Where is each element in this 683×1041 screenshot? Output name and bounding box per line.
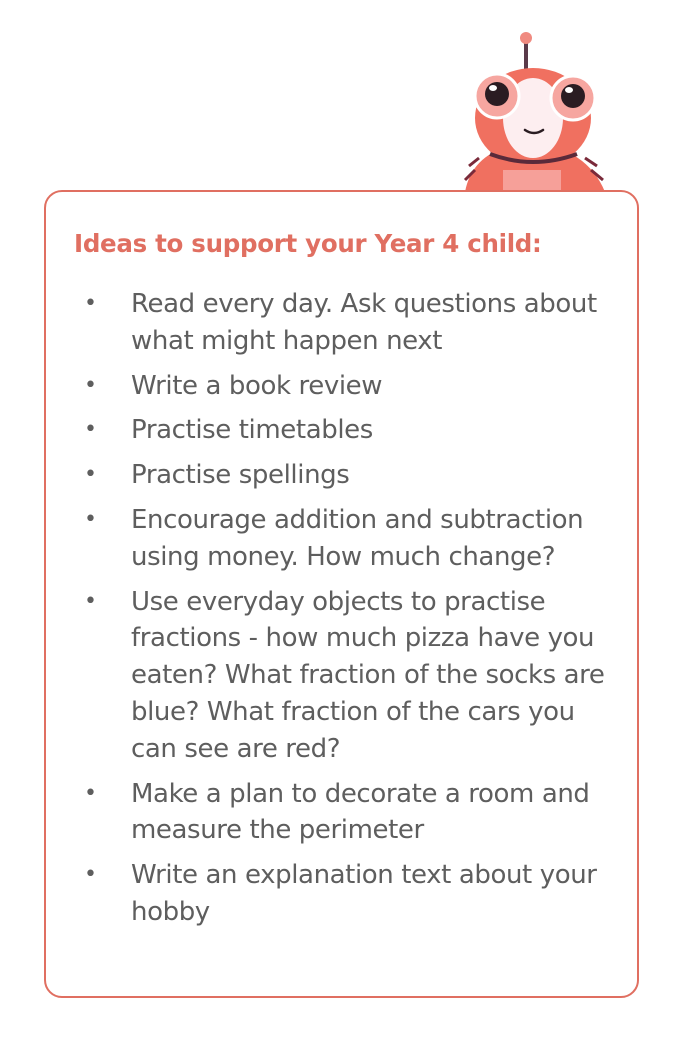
robot-mascot-icon [455, 30, 615, 192]
bullet-dot: • [84, 862, 97, 888]
tips-list [0, 286, 683, 939]
list-item: • Use everyday objects to practise fractions - how much pizza have you eaten? What fraction of the socks are blue? What fraction of the cars you can see are red? [0, 584, 611, 768]
list-item: • Encourage addition and subtraction using money. How much change? [0, 502, 611, 576]
bullet-dot: • [84, 291, 97, 316]
bullet-dot: • [84, 462, 97, 488]
list-item: • Practise spellings [0, 457, 611, 494]
bullet-dot: • [84, 372, 97, 398]
bullet-dot: • [84, 506, 97, 532]
list-item: • Read every day. Ask questions about what might happen next [0, 286, 611, 360]
list-item: • Write a book review [0, 368, 611, 405]
card-heading: Ideas to support your Year 4 child: [74, 229, 542, 258]
bullet-dot: • [84, 588, 97, 614]
bullet-dot: • [84, 780, 97, 806]
bullet-dot: • [84, 417, 97, 443]
list-item: • Make a plan to decorate a room and measure the perimeter [0, 776, 611, 850]
list-item: • Practise timetables [0, 412, 611, 449]
list-item: • Write an explanation text about your hobby [0, 857, 611, 931]
